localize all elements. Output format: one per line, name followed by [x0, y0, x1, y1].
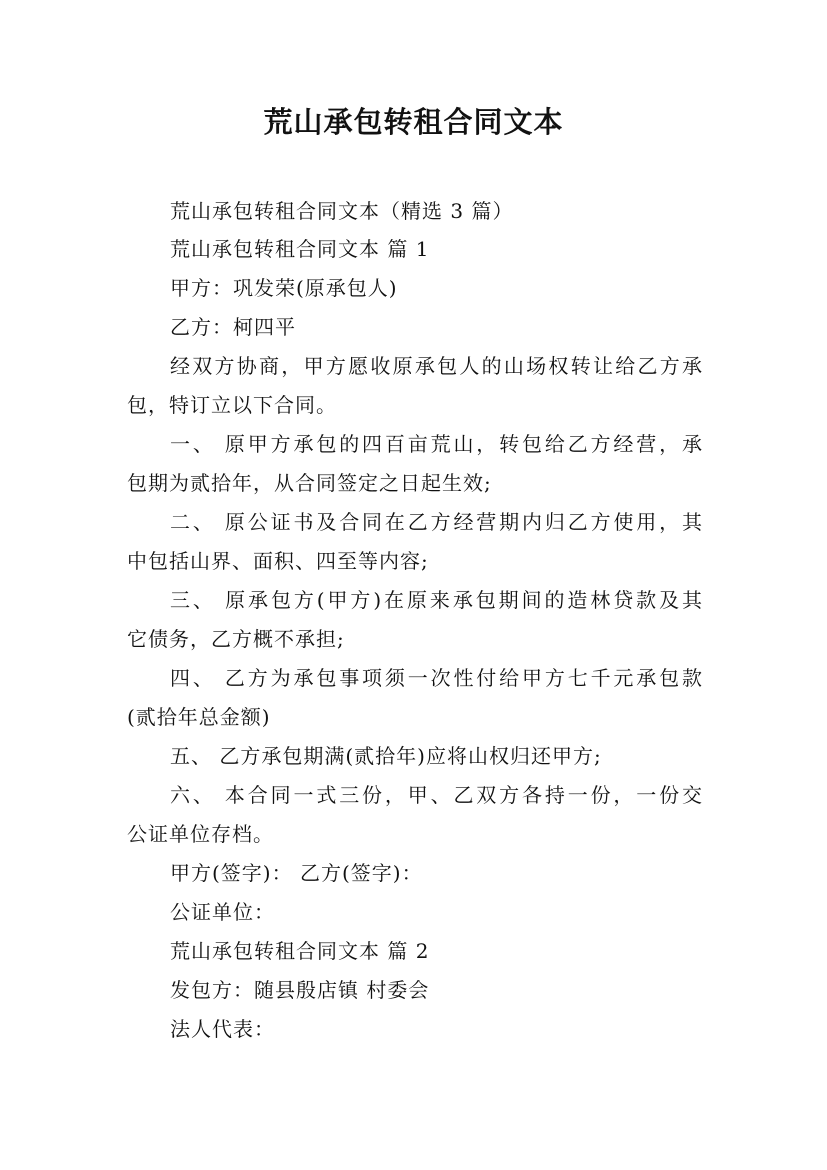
clause-1-line: 一、 原甲方承包的四百亩荒山，转包给乙方经营，承 — [170, 432, 702, 456]
party-a-line: 甲方：巩发荣(原承包人) — [170, 276, 398, 300]
signature-line: 甲方(签字)： 乙方(签字)： — [170, 861, 423, 885]
clause-3-line: 三、 原承包方(甲方)在原来承包期间的造林贷款及其 — [170, 588, 702, 612]
paragraph-line: 包，特订立以下合同。 — [127, 393, 337, 417]
clause-1-line: 包期为贰拾年，从合同签定之日起生效; — [127, 471, 492, 495]
party-b-line: 乙方：柯四平 — [170, 315, 296, 339]
section-heading-2: 荒山承包转租合同文本 篇 2 — [170, 939, 430, 963]
paragraph-line: 经双方协商，甲方愿收原承包人的山场权转让给乙方承 — [170, 354, 702, 378]
notary-line: 公证单位： — [170, 900, 275, 924]
clause-3-line: 它债务，乙方概不承担; — [127, 627, 345, 651]
clause-6-line: 公证单位存档。 — [127, 822, 274, 846]
subtitle-line: 荒山承包转租合同文本（精选 3 篇） — [170, 199, 514, 223]
clause-2-line: 中包括山界、面积、四至等内容; — [127, 549, 429, 573]
clause-4-line: (贰拾年总金额) — [127, 705, 271, 729]
section-heading-1: 荒山承包转租合同文本 篇 1 — [170, 237, 430, 261]
clause-6-line: 六、 本合同一式三份，甲、乙双方各持一份，一份交 — [170, 783, 702, 807]
clause-4-line: 四、 乙方为承包事项须一次性付给甲方七千元承包款 — [170, 666, 702, 690]
document-title: 荒山承包转租合同文本 — [263, 105, 564, 139]
legal-representative-line: 法人代表： — [170, 1017, 275, 1041]
clause-5-line: 五、 乙方承包期满(贰拾年)应将山权归还甲方; — [170, 744, 602, 768]
contractor-line: 发包方：随县殷店镇 村委会 — [170, 978, 430, 1002]
clause-2-line: 二、 原公证书及合同在乙方经营期内归乙方使用，其 — [170, 510, 702, 534]
